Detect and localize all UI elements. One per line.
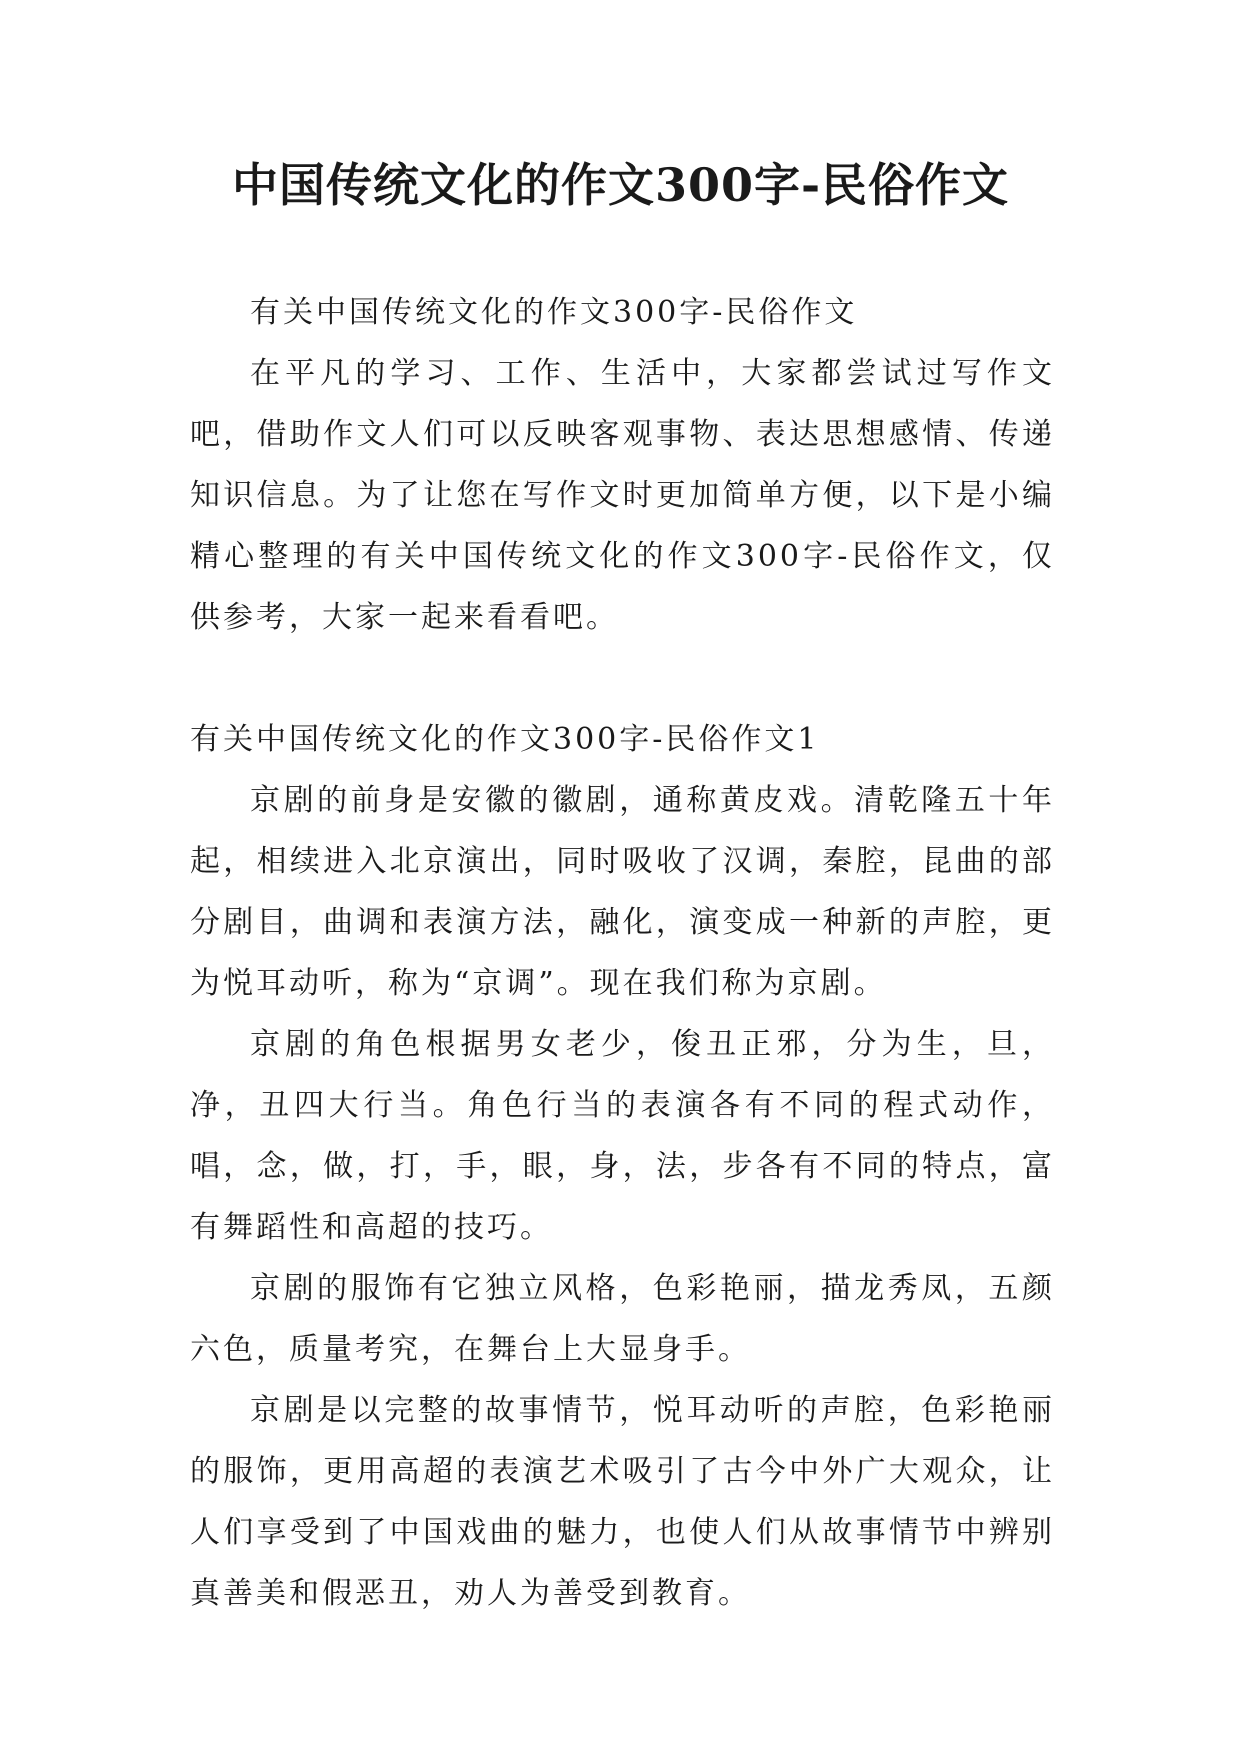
section-paragraph-3: 京剧的服饰有它独立风格，色彩艳丽，描龙秀凤，五颜六色，质量考究，在舞台上大显身手。 xyxy=(190,1271,1055,1367)
intro-paragraph: 在平凡的学习、工作、生活中，大家都尝试过写作文吧，借助作文人们可以反映客观事物、表达思想感情、传递知识信息。为了让您在写作文时更加简单方便，以下是小编精心整理的有关中国传统文化的作文300字-民俗作文，仅供参考，大家一起来看看吧。 xyxy=(190,356,1055,635)
section-paragraph-4: 京剧是以完整的故事情节，悦耳动听的声腔，色彩艳丽的服饰，更用高超的表演艺术吸引了古今中外广大观众，让人们享受到了中国戏曲的魅力，也使人们从故事情节中辨别真善美和假恶丑，劝人为善受到教育。 xyxy=(190,1393,1055,1611)
section-paragraph-1: 京剧的前身是安徽的徽剧，通称黄皮戏。清乾隆五十年起，相续进入北京演出，同时吸收了汉调，秦腔，昆曲的部分剧目，曲调和表演方法，融化，演变成一种新的声腔，更为悦耳动听，称为“京调”。现在我们称为京剧。 xyxy=(190,783,1055,1001)
section-paragraph-2: 京剧的角色根据男女老少，俊丑正邪，分为生，旦，净，丑四大行当。角色行当的表演各有不同的程式动作，唱，念，做，打，手，眼，身，法，步各有不同的特点，富有舞蹈性和高超的技巧。 xyxy=(190,1027,1055,1245)
document-title: 中国传统文化的作文300字-民俗作文 xyxy=(231,158,1010,212)
document-body xyxy=(190,282,1055,1624)
intro-subtitle: 有关中国传统文化的作文300字-民俗作文 xyxy=(250,295,858,330)
section-heading: 有关中国传统文化的作文300字-民俗作文1 xyxy=(190,722,820,757)
